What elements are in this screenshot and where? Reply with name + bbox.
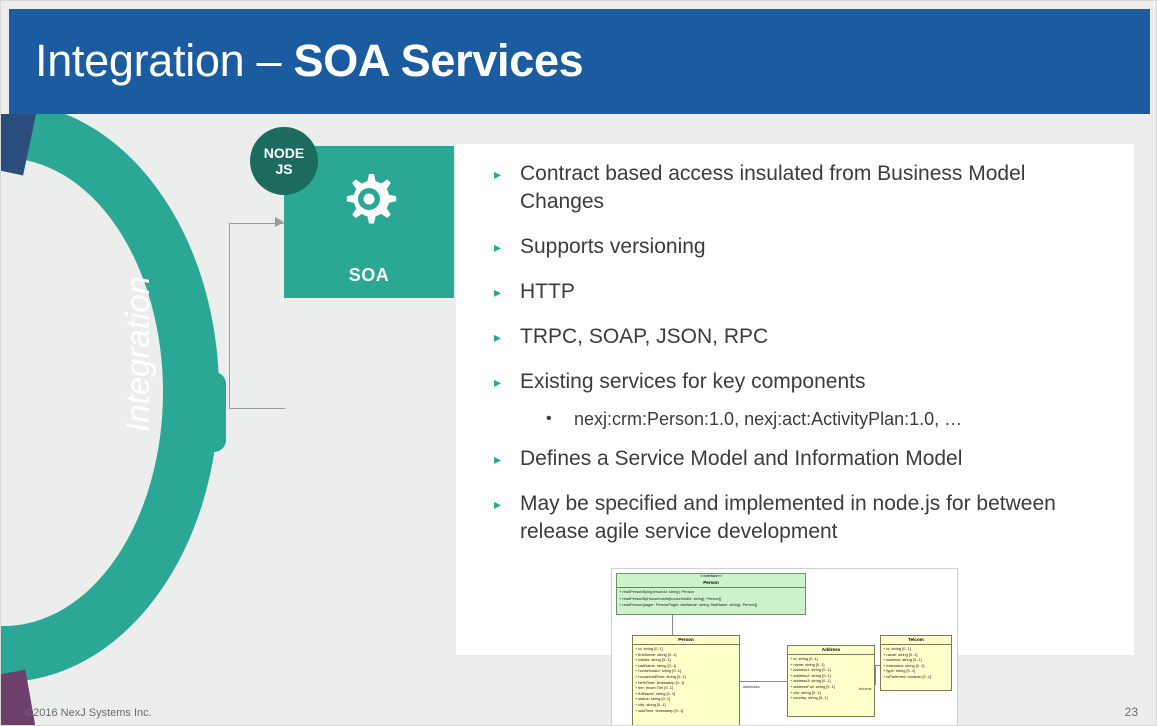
uml-operation: + readPerson(pager: PersonPager, lastName: string, firstName: string): Person[] [619,602,758,608]
bullet-text: May be specified and implemented in node.js for between release agile service development [520,492,1056,543]
uml-attribute-list [788,655,874,702]
integration-ring-graphic [1,114,251,726]
ring-label: Integration [119,276,156,432]
sub-bullet-text: nexj:crm:Person:1.0, nexj:act:ActivityPlan:1.0, … [574,409,963,429]
uml-operation: + readPersonByHouseholdId(householdId: string): Person[] [619,595,721,601]
uml-operation: + readPersonById(personId: string): Person [619,589,695,594]
uml-attribute: + status: string [0..1] [635,696,671,702]
uml-class-diagram [611,568,958,726]
uml-attribute: + country: string [0..1] [790,695,828,701]
uml-attribute: + address1: string [0..1] [790,667,831,673]
gear-icon [337,170,401,239]
uml-attribute: + addTime: timestamp [0..1] [635,707,684,713]
node-js-badge-line1: NODE [263,145,305,161]
bullet-text: Defines a Service Model and Information Model [520,447,963,470]
uml-attribute: + id: string [0..1] [883,646,911,651]
ring-connector-tab [198,372,226,452]
bullet-text: Supports versioning [520,235,706,258]
uml-attribute: + id: string [0..1] [790,656,818,661]
sub-list-item [546,407,1110,431]
uml-attribute: + householdRole: string [0..1] [635,673,686,679]
bullet-marker-icon: ▸ [494,284,502,300]
bullet-marker-icon: ▸ [494,374,502,390]
uml-attribute: + tier: enum:Tier [0..1] [635,685,674,691]
node-js-badge [250,127,318,195]
uml-attribute-list [881,645,951,681]
uml-attribute: + extension: string [0..1] [883,662,925,668]
connector-line [229,223,285,409]
uml-class-telcom [880,635,952,691]
list-item [490,368,1110,396]
uml-interface-person [616,573,806,615]
footer-copyright: ©2016 NexJ Systems Inc. [25,707,152,719]
list-item [490,233,1110,261]
uml-attribute: + isPreferred: boolean [0..1] [883,673,932,679]
list-item [490,445,1110,473]
node-js-badge-line2: JS [275,161,293,177]
uml-attribute: + address3: string [0..1] [790,678,831,684]
list-item [490,490,1110,546]
page-title-light: Integration – [35,35,294,86]
uml-attribute: + type: string [0..1] [883,668,916,674]
uml-class-name: Person [633,636,739,645]
uml-attribute: + name: string [0..1] [790,661,825,667]
uml-attribute: + city: string [0..1] [790,689,821,695]
bullet-marker-icon: ▸ [494,496,502,512]
slide-number: 23 [1124,705,1138,719]
uml-attribute: + city: string [0..1] [635,701,666,707]
uml-attribute: + birthTime: timestamp [0..1] [635,679,685,685]
list-item [490,323,1110,351]
uml-stereotype: <<interface>> [699,574,723,578]
uml-attribute: + lastName: string [0..1] [635,662,677,668]
bullet-marker-icon: ▸ [494,329,502,345]
uml-class-name: Person [617,579,805,588]
uml-connector [875,665,876,685]
soa-tile-label: SOA [348,265,390,285]
list-item [490,278,1110,306]
uml-edge-label: addresses [743,685,760,689]
bullet-list [490,160,1110,563]
uml-connector [672,615,673,635]
uml-class-address [787,645,875,717]
uml-attribute: + firstName: string [0..1] [635,651,677,657]
page-title [35,35,583,87]
bullet-marker-icon: ▸ [494,239,502,255]
bullet-marker-icon: ▸ [494,451,502,467]
page-title-bold: SOA Services [293,35,584,86]
list-item [490,160,1110,216]
sub-bullet-marker-icon: • [546,410,552,427]
bullet-text: Existing services for key components [520,370,866,393]
uml-edge-label: telcoms [859,687,872,691]
uml-attribute: + fullName: string [0..1] [635,690,676,696]
connector-arrow-icon [275,217,284,227]
bullet-text: Contract based access insulated from Business Model Changes [520,162,1026,213]
uml-attribute-list [633,645,739,714]
uml-attribute: + householdId: string [0..1] [635,668,681,674]
bullet-marker-icon: ▸ [494,166,502,182]
uml-attribute: + id: string [0..1] [635,646,663,651]
uml-attribute: + initials: string [0..1] [635,657,671,663]
uml-class-name: Telcom [881,636,951,645]
uml-attribute: + address2: string [0..1] [790,672,831,678]
uml-attribute: + addressFull: string [0..1] [790,683,835,689]
bullet-text: TRPC, SOAP, JSON, RPC [520,325,769,348]
uml-class-person [632,635,740,726]
uml-attribute: + name: string [0..1] [883,651,918,657]
uml-attribute: + address: string [0..1] [883,657,922,663]
slide-title-bar [9,9,1150,114]
bullet-text: HTTP [520,280,575,303]
uml-connector [740,681,787,682]
uml-class-name: Address [788,646,874,655]
ring-shape [1,114,219,682]
